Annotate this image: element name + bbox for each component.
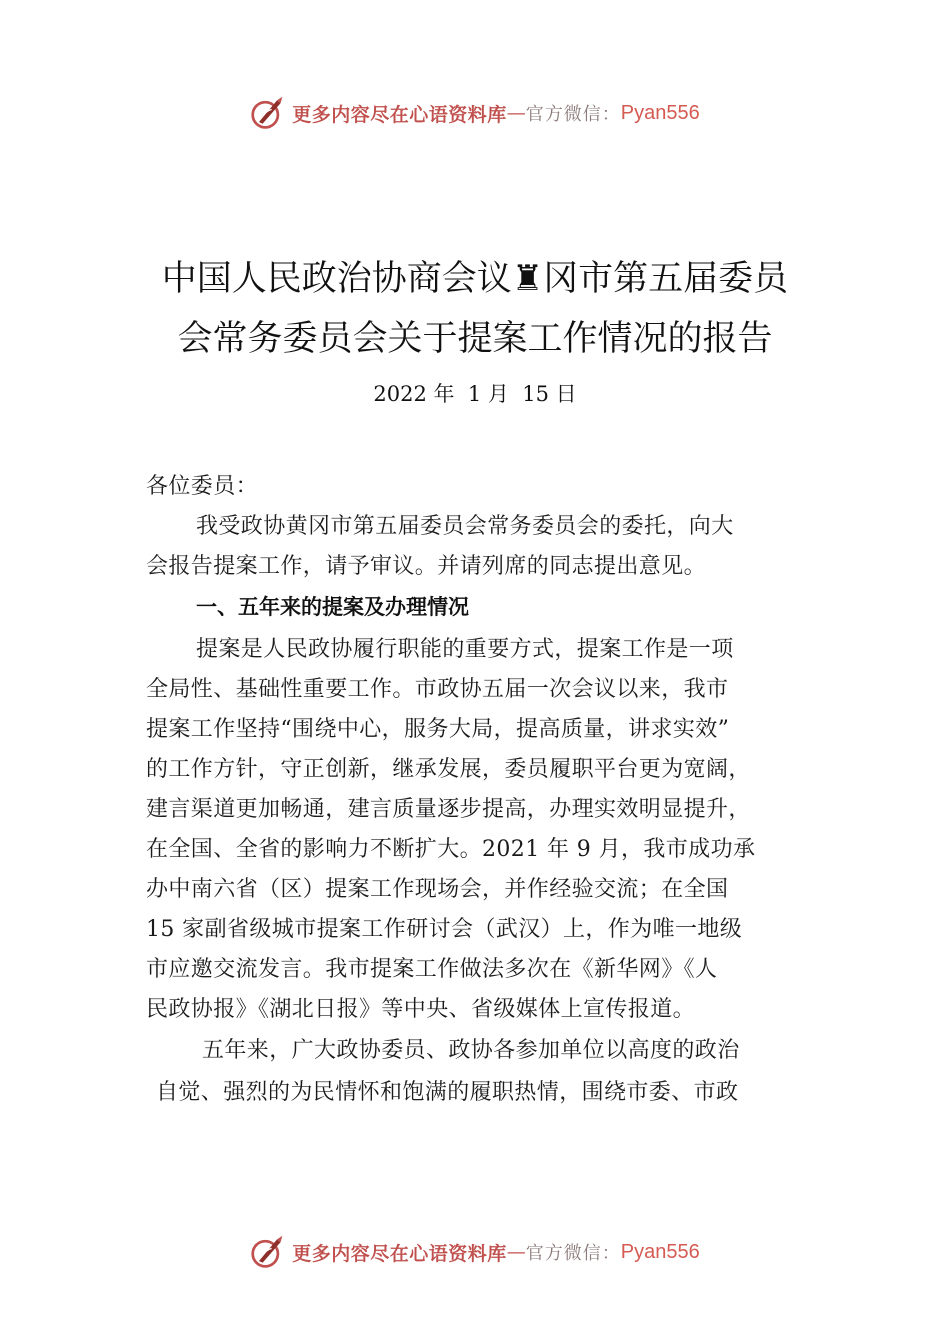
paragraph-3-line-1: 五年来，广大政协委员、政协各参加单位以高度的政治 xyxy=(202,1038,740,1063)
watermark-label: 官方微信： xyxy=(525,1243,621,1264)
paragraph-2-line-7: 办中南六省（区）提案工作现场会，并作经验交流；在全国 xyxy=(146,877,729,902)
quill-pen-logo-icon xyxy=(250,1234,286,1270)
watermark-footer xyxy=(0,1232,950,1272)
document-date: 2022 年 1 月 15 日 xyxy=(373,382,577,406)
document-title-line-2: 会常务委员会关于提案工作情况的报告 xyxy=(177,319,773,359)
paragraph-2-line-6: 在全国、全省的影响力不断扩大。2021 年 9 月，我市成功承 xyxy=(146,837,756,862)
paragraph-2-line-9: 市应邀交流发言。我市提案工作做法多次在《新华网》《人 xyxy=(146,957,718,982)
watermark-header xyxy=(0,93,950,133)
paragraph-2-line-2: 全局性、基础性重要工作。市政协五届一次会议以来，我市 xyxy=(146,677,729,702)
watermark-label: 官方微信： xyxy=(525,104,621,125)
watermark-wechat-id: Pyan556 xyxy=(620,101,700,124)
section-1-heading: 一、五年来的提案及办理情况 xyxy=(196,595,469,619)
paragraph-2-line-3: 提案工作坚持“围绕中心，服务大局，提高质量，讲求实效” xyxy=(146,717,730,742)
paragraph-2-line-4: 的工作方针，守正创新，继承发展，委员履职平台更为宽阔， xyxy=(146,757,751,782)
paragraph-1-line-1: 我受政协黄冈市第五届委员会常务委员会的委托，向大 xyxy=(196,514,734,539)
salutation: 各位委员： xyxy=(146,474,259,499)
paragraph-1-line-2: 会报告提案工作，请予审议。并请列席的同志提出意见。 xyxy=(146,554,707,579)
watermark-main-text: 更多内容尽在心语资料库 xyxy=(292,1242,507,1265)
watermark-wechat-id: Pyan556 xyxy=(620,1240,700,1263)
quill-pen-logo-icon xyxy=(250,95,286,131)
paragraph-2-line-10: 民政协报》《湖北日报》等中央、省级媒体上宣传报道。 xyxy=(146,997,696,1022)
paragraph-3-line-2: 自觉、强烈的为民情怀和饱满的履职热情，围绕市委、市政 xyxy=(156,1080,739,1105)
paragraph-2-line-5: 建言渠道更加畅通，建言质量逐步提高，办理实效明显提升， xyxy=(146,797,751,822)
watermark-main-text: 更多内容尽在心语资料库 xyxy=(292,103,507,126)
paragraph-2-line-1: 提案是人民政协履行职能的重要方式，提案工作是一项 xyxy=(196,637,734,662)
document-title-line-1: 中国人民政治协商会议♜冈市第五届委员 xyxy=(161,259,789,299)
paragraph-2-line-8: 15 家副省级城市提案工作研讨会（武汉）上，作为唯一地级 xyxy=(146,917,743,942)
watermark-dash: — xyxy=(506,102,526,124)
watermark-dash: — xyxy=(506,1241,526,1263)
